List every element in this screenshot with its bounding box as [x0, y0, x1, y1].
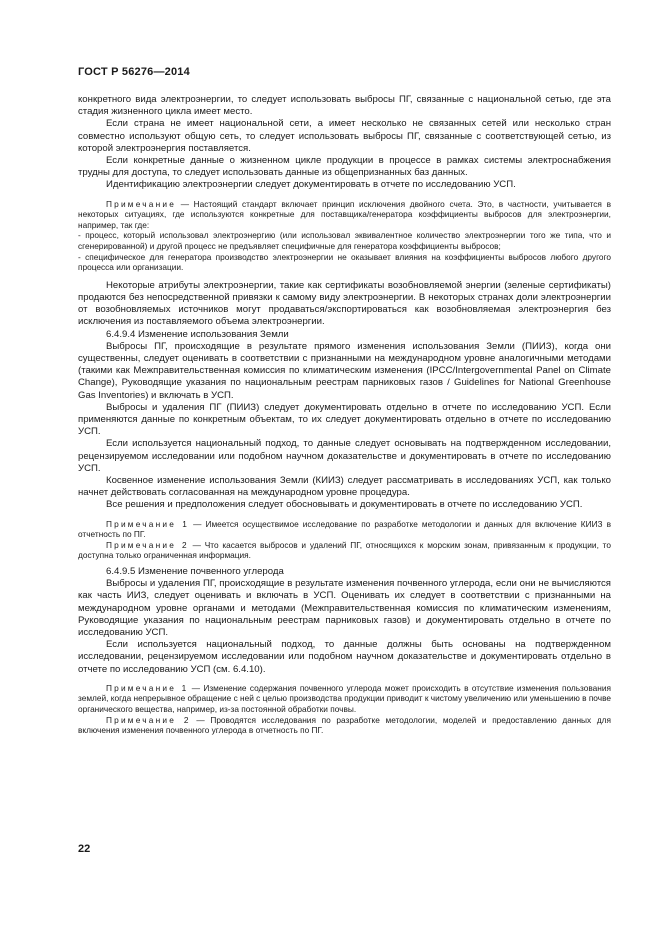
- paragraph: Некоторые атрибуты электроэнергии, такие как сертификаты возобновляемой энергии (зеленые сертификаты) продаются без непосредственной привязки к самому виду электроэнергии. В некоторых странах доли электроэнергии от возобновляемых источников могут продаваться/экспортироваться как возобновляемая электроэнергия без исключения из поставляемого объема электроэнергии.: [78, 279, 611, 328]
- paragraph: Если конкретные данные о жизненном цикле продукции в процессе в рамках системы электроснабжения трудны для доступа, то следует использовать данные из общепризнанных баз данных.: [78, 155, 611, 179]
- note-list-item: - специфическое для генератора производство электроэнергии не оказывает влияния на коэффициенты выбросов любого другого процесса или организации.: [78, 251, 611, 273]
- note-text: — Имеется осуществимое исследование по разработке методологии и данных для включение КИИЗ в отчетность по ПГ.: [78, 518, 612, 540]
- note: [78, 540, 611, 561]
- paragraph: Косвенное изменение использования Земли (КИИЗ) следует рассматривать в исследованиях УСП, как только начнет действовать согласованная на международном уровне процедура.: [78, 475, 611, 499]
- document-body: [78, 94, 611, 736]
- paragraph: Если используется национальный подход, то данные следует основывать на подтвержденном исследовании, рецензируемом исследовании или подобном научном доказательстве и документировать в отчете по исследованию УСП.: [78, 438, 611, 474]
- paragraph: Если используется национальный подход, то данные должны быть основаны на подтвержденном исследовании, рецензируемом исследовании или подобном научном доказательстве и документировать отдельно в отчете по исследованию УСП (см. 6.4.10).: [78, 639, 611, 675]
- note-text: — Изменение содержания почвенного углерода может происходить в отсутствие изменения пользования землей, когда непрерывное обращение с ней с целью производства продукции приводит к чистому увеличению или уменьшению в почве органического вещества, например, из-за постоянной обработки почвы.: [78, 682, 611, 715]
- paragraph: Выбросы и удаления ПГ, происходящие в результате изменения почвенного углерода, если они не вычисляются как часть ИИЗ, следует оценивать и включать в УСП. Оценивать их следует в соответствии с признанными на международном уровне органами и методами (Межправительственная комиссия по климатическим изменениям, Руководящие указания по национальным реестрам парниковых газов) и документировать отдельно в отчете по исследованию УСП.: [78, 578, 611, 639]
- note-label: Примечание: [106, 198, 177, 209]
- note: [78, 199, 611, 231]
- note: [78, 683, 611, 715]
- note-text: — Настоящий стандарт включает принцип исключения двойного счета. Это, в частности, учитывается в некоторых ситуациях, где используются конкретные для поставщика/генератора коэффициенты выбросов для электроэнергии, например, так где:: [78, 198, 611, 230]
- paragraph: Если страна не имеет национальной сети, а имеет несколько не связанных сетей или несколько стран совместно используют общую сеть, то следует использовать выбросы ПГ, связанные с соответствующей сетью, из которой электроэнергия поставляется.: [78, 118, 611, 154]
- note-text: — Что касается выбросов и удалений ПГ, относящихся к морским зонам, привязанным к продукции, то доступна только ограниченная информация.: [78, 539, 611, 561]
- note-label: Примечание 1: [106, 518, 190, 529]
- paragraph: Все решения и предположения следует обосновывать и документировать в отчете по исследованию УСП.: [106, 499, 583, 511]
- note-label: Примечание 2: [106, 714, 191, 725]
- paragraph: Выбросы ПГ, происходящие в результате прямого изменения использования Земли (ПИИЗ), когда они существенны, следует оценивать в соответствии с признанными на международном уровне аналогичными методами (такими как Межправительственная комиссия по климатическим изменения (IPCC/Intergovernmental Panel on Climate Change), Руководящие указания по национальным реестрам парниковых газов / Guidelines for National Greenhouse Gas Inventories) и включать в УСП.: [78, 340, 611, 401]
- note-text: — Проводятся исследования по разработке методологии, моделей и предоставлению данных для включения изменения почвенного углерода в отчетность по ПГ.: [78, 714, 612, 736]
- note: [78, 715, 611, 736]
- document-header: ГОСТ Р 56276—2014: [78, 66, 190, 78]
- note-label: Примечание 2: [106, 539, 189, 550]
- section-heading: 6.4.9.4 Изменение использования Земли: [106, 328, 289, 340]
- note-label: Примечание 1: [106, 682, 189, 693]
- note: [78, 519, 611, 540]
- paragraph: Выбросы и удаления ПГ (ПИИЗ) следует документировать отдельно в отчете по исследованию УСП. Если применяются данные по конкретным объектам, то их следует документировать отдельно в отчете по исследованию УСП.: [78, 401, 611, 438]
- note-list-item: - процесс, который использовал электроэнергию (или использовал эквивалентное количество электроэнергии того же типа, что и сгенерированной) и другой процесс не предъявляет специфичные для генератора коэффициенты выбросов;: [78, 230, 611, 251]
- paragraph: конкретного вида электроэнергии, то следует использовать выбросы ПГ, связанные с национальной сетью, где эта стадия жизненного цикла имеет место.: [78, 94, 611, 118]
- page-number: 22: [78, 843, 91, 855]
- paragraph: Идентификацию электроэнергии следует документировать в отчете по исследованию УСП.: [106, 179, 516, 191]
- section-heading: 6.4.9.5 Изменение почвенного углерода: [106, 566, 284, 578]
